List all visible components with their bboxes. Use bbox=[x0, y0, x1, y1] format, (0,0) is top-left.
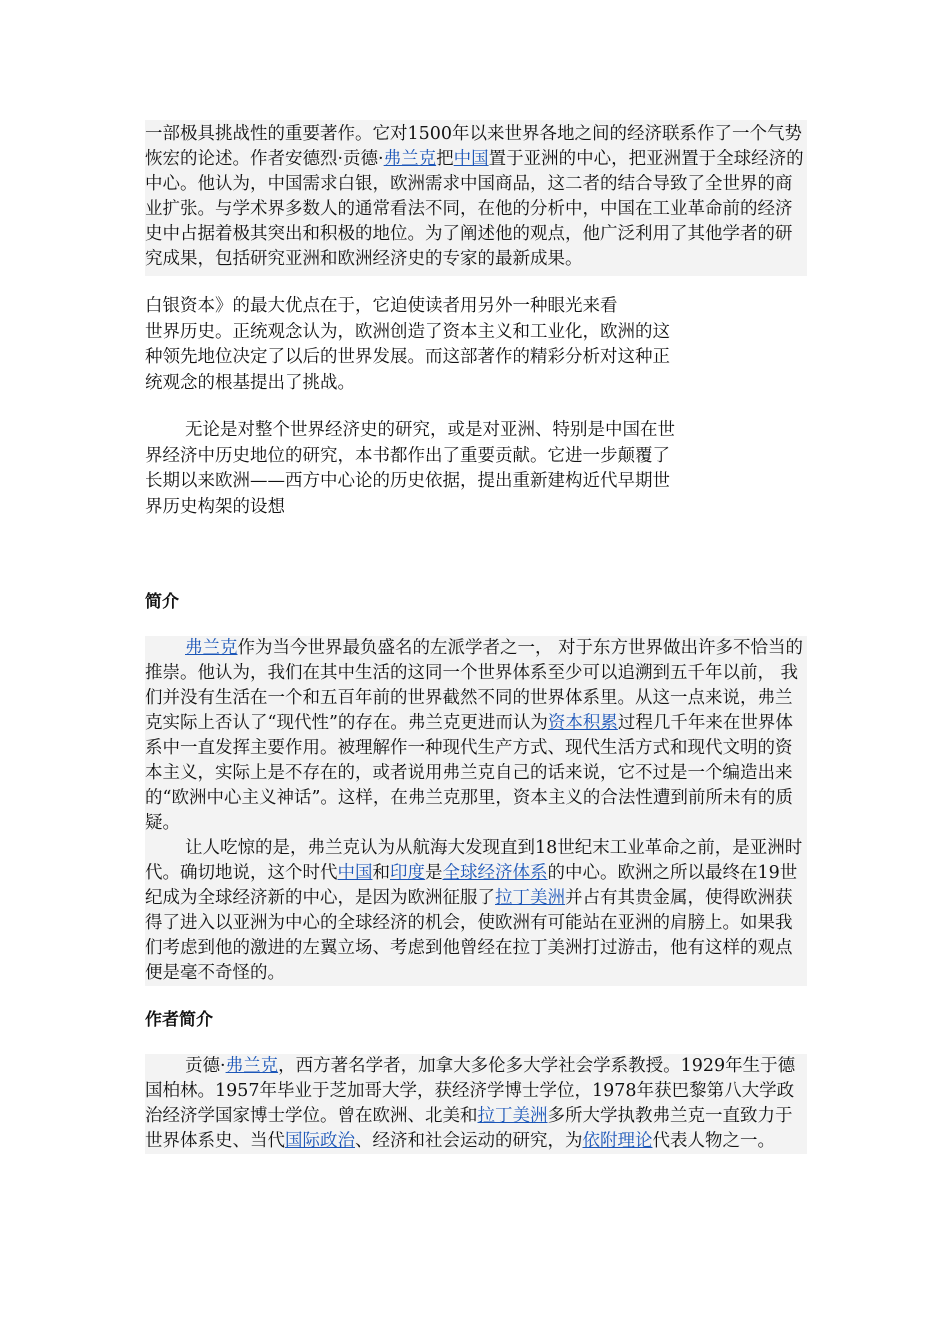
intro-block bbox=[145, 120, 807, 276]
summary-paragraph-1 bbox=[145, 636, 807, 836]
summary-text: 过程几千年来在世界体系中一直发挥主要作用。被理解作一种现代生产方式、现代生活方式和现代文明的资本主义，实际上是不存在的，或者说用弗兰克自己的话来说，它不过是一个编造出来的“欧洲中心主义神话”。这样，在弗兰克那里，资本主义的合法性遭到前所未有的质疑。 bbox=[145, 713, 793, 833]
intro-paragraph bbox=[145, 120, 807, 276]
review-line: 无论是对整个世界经济史的研究，或是对亚洲、特别是中国在世 bbox=[185, 420, 675, 440]
author-text: 代表人物之一。 bbox=[652, 1131, 775, 1151]
link-frank[interactable]: 弗兰克 bbox=[383, 149, 437, 169]
link-india[interactable]: 印度 bbox=[390, 863, 425, 883]
summary-text: 的中心。欧洲之所以最终在19世纪成为全球经济新的中心，是因为欧洲征服了 bbox=[145, 863, 798, 908]
author-text: 贡德· bbox=[185, 1056, 226, 1076]
summary-text: 和 bbox=[372, 863, 390, 883]
link-latin-america[interactable]: 拉丁美洲 bbox=[477, 1106, 548, 1126]
document-body bbox=[145, 120, 807, 1154]
summary-paragraph-2 bbox=[145, 836, 807, 986]
intro-text-2: 把 bbox=[436, 149, 454, 169]
link-china[interactable]: 中国 bbox=[453, 149, 489, 169]
link-china[interactable]: 中国 bbox=[337, 863, 373, 883]
summary-text: 作为当今世界最负盛名的左派学者之一， 对于东方世界做出许多不恰当的推崇。他认为，我们在其中生活的这同一个世界体系至少可以追溯到五千年以前， 我们并没有生活在一个和五百年前的世界截然不同的世界体系里。从这一点来说，弗兰克实际上否认了“现代性”的存在。弗兰克更进而认为 bbox=[145, 638, 804, 733]
review-line: 界经济中历史地位的研究，本书都作出了重要贡献。它进一步颠覆了 bbox=[145, 445, 670, 466]
review-line: 种领先地位决定了以后的世界发展。而这部著作的精彩分析对这种正 bbox=[145, 347, 670, 367]
link-international-politics[interactable]: 国际政治 bbox=[285, 1131, 355, 1151]
review-line: 白银资本》的最大优点在于，它迫使读者用另外一种眼光来看 bbox=[145, 296, 618, 316]
review-line: 长期以来欧洲——西方中心论的历史依据，提出重新建构近代早期世 bbox=[145, 471, 670, 491]
review-paragraph-2 bbox=[145, 418, 807, 520]
intro-text-1: 一部极具挑战性的重要著作。它对1500年以来世界各地之间的经济联系作了一个气势恢宏的论述。作者安德烈·贡德· bbox=[145, 124, 803, 169]
summary-block bbox=[145, 636, 807, 986]
intro-text-3: 置于亚洲的中心，把亚洲置于全球经济的中心。他认为，中国需求白银，欧洲需求中国商品，这二者的结合导致了全世界的商业扩张。与学术界多数人的通常看法不同，在他的分析中，中国在工业革命前的经济史中占据着极其突出和积极的地位。为了阐述他的观点，他广泛利用了其他学者的研究成果，包括研究亚洲和欧洲经济史的专家的最新成果。 bbox=[145, 149, 804, 269]
link-frank[interactable]: 弗兰克 bbox=[225, 1056, 279, 1076]
author-paragraph bbox=[145, 1054, 807, 1154]
link-capital-accumulation[interactable]: 资本积累 bbox=[547, 713, 618, 733]
author-block bbox=[145, 1054, 807, 1154]
summary-text: 并占有其贵金属，使得欧洲获得了进入以亚洲为中心的全球经济的机会，使欧洲有可能站在亚洲的肩膀上。如果我们考虑到他的激进的左翼立场、考虑到他曾经在拉丁美洲打过游击，他有这样的观点便是毫不奇怪的。 bbox=[145, 888, 793, 983]
review-line: 界历史构架的设想 bbox=[145, 496, 285, 517]
review-paragraph-1 bbox=[145, 294, 807, 396]
author-text: ，西方著名学者，加拿大多伦多大学社会学系教授。1929年生于德国柏林。1957年毕业于芝加哥大学，获经济学博士学位，1978年获巴黎第八大学政治经济学国家博士学位。曾在欧洲、北美和 bbox=[145, 1056, 796, 1126]
link-latin-america[interactable]: 拉丁美洲 bbox=[495, 888, 565, 908]
author-text: 多所大学执教弗兰克一直致力于世界体系史、当代 bbox=[145, 1106, 793, 1151]
author-text: 、经济和社会运动的研究，为 bbox=[355, 1131, 583, 1151]
link-frank[interactable]: 弗兰克 bbox=[185, 638, 238, 658]
summary-text: 是 bbox=[425, 863, 443, 883]
link-dependency-theory[interactable]: 依附理论 bbox=[582, 1131, 653, 1151]
link-global-economic-system[interactable]: 全球经济体系 bbox=[442, 863, 548, 883]
review-line: 世界历史。正统观念认为，欧洲创造了资本主义和工业化，欧洲的这 bbox=[145, 321, 670, 342]
section-heading-intro: 简介 bbox=[145, 592, 179, 612]
section-heading-author: 作者简介 bbox=[145, 1010, 213, 1030]
summary-text: 让人吃惊的是，弗兰克认为从航海大发现直到18世纪末工业革命之前，是亚洲时代。确切地说，这个时代 bbox=[145, 838, 803, 883]
review-line: 统观念的根基提出了挑战。 bbox=[145, 372, 355, 393]
